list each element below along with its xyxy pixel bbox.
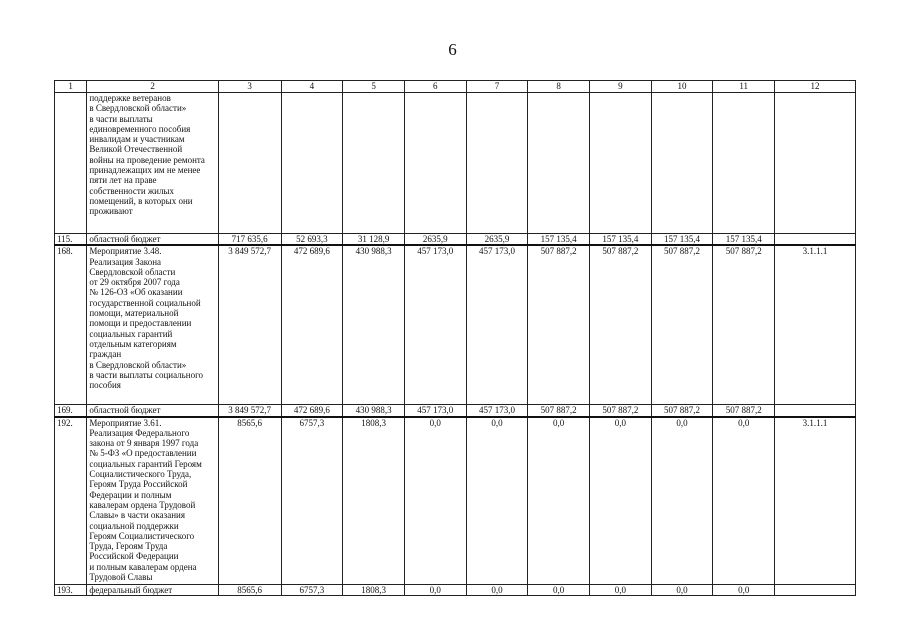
value-cell: 507 887,2 bbox=[528, 245, 590, 405]
header-cell: 10 bbox=[651, 81, 713, 93]
value-cell: 0,0 bbox=[404, 584, 466, 595]
row-number: 169. bbox=[55, 405, 87, 417]
value-cell: 157 135,4 bbox=[651, 234, 713, 246]
value-cell: 1808,3 bbox=[343, 584, 405, 595]
value-cell: 6757,3 bbox=[281, 584, 343, 595]
header-cell: 1 bbox=[55, 81, 87, 93]
header-cell: 4 bbox=[281, 81, 343, 93]
value-cell: 0,0 bbox=[466, 417, 528, 585]
value-cell bbox=[713, 93, 775, 234]
header-cell: 2 bbox=[87, 81, 218, 93]
row-description: Мероприятие 3.48. Реализация Закона Свердловской области от 29 октября 2007 года № 126-ОЗ «Об оказании государственной социальной помощи, материальной помощи и предоставлении социальных гарантий отдельным категориям граждан в Свердловской области» в части выплаты социального пособия bbox=[87, 245, 218, 405]
value-cell: 3 849 572,7 bbox=[218, 405, 281, 417]
value-cell: 3.1.1.1 bbox=[775, 417, 856, 585]
value-cell bbox=[775, 405, 856, 417]
value-cell: 0,0 bbox=[589, 417, 651, 585]
value-cell bbox=[775, 93, 856, 234]
row-description: Мероприятие 3.61. Реализация Федерального закона от 9 января 1997 года № 5-ФЗ «О предоставлении социальных гарантий Героям Социалистического Труда, Героям Труда Российской Федерации и полным кавалерам ордена Трудовой Славы» в части оказания социальной поддержки Героям Социалистического Труда, Героям Труда Российской Федерации и полным кавалерам ордена Трудовой Славы bbox=[87, 417, 218, 585]
value-cell: 3.1.1.1 bbox=[775, 245, 856, 405]
table-row bbox=[55, 417, 856, 585]
row-number: 168. bbox=[55, 245, 87, 405]
value-cell: 0,0 bbox=[589, 584, 651, 595]
value-cell: 2635,9 bbox=[466, 234, 528, 246]
value-cell: 717 635,6 bbox=[218, 234, 281, 246]
value-cell: 157 135,4 bbox=[713, 234, 775, 246]
value-cell: 507 887,2 bbox=[589, 405, 651, 417]
value-cell: 507 887,2 bbox=[651, 245, 713, 405]
value-cell: 0,0 bbox=[713, 584, 775, 595]
value-cell: 457 173,0 bbox=[404, 245, 466, 405]
header-cell: 7 bbox=[466, 81, 528, 93]
value-cell: 8565,6 bbox=[218, 584, 281, 595]
header-cell: 3 bbox=[218, 81, 281, 93]
value-cell: 457 173,0 bbox=[466, 245, 528, 405]
value-cell: 430 988,3 bbox=[343, 245, 405, 405]
value-cell: 0,0 bbox=[528, 584, 590, 595]
row-description: областной бюджет bbox=[87, 234, 218, 246]
value-cell: 0,0 bbox=[713, 417, 775, 585]
value-cell: 0,0 bbox=[651, 417, 713, 585]
value-cell: 52 693,3 bbox=[281, 234, 343, 246]
row-description: областной бюджет bbox=[87, 405, 218, 417]
value-cell bbox=[589, 93, 651, 234]
value-cell: 157 135,4 bbox=[528, 234, 590, 246]
value-cell: 1808,3 bbox=[343, 417, 405, 585]
value-cell: 457 173,0 bbox=[466, 405, 528, 417]
table-row bbox=[55, 93, 856, 234]
program-table bbox=[54, 80, 856, 596]
value-cell bbox=[775, 234, 856, 246]
table-row bbox=[55, 584, 856, 595]
table-row bbox=[55, 234, 856, 246]
value-cell bbox=[775, 584, 856, 595]
value-cell: 457 173,0 bbox=[404, 405, 466, 417]
value-cell: 0,0 bbox=[651, 584, 713, 595]
header-cell: 6 bbox=[404, 81, 466, 93]
value-cell: 507 887,2 bbox=[713, 245, 775, 405]
value-cell bbox=[466, 93, 528, 234]
value-cell: 430 988,3 bbox=[343, 405, 405, 417]
header-cell: 11 bbox=[713, 81, 775, 93]
value-cell: 0,0 bbox=[466, 584, 528, 595]
value-cell: 2635,9 bbox=[404, 234, 466, 246]
value-cell bbox=[528, 93, 590, 234]
header-cell: 8 bbox=[528, 81, 590, 93]
value-cell: 8565,6 bbox=[218, 417, 281, 585]
row-number: 192. bbox=[55, 417, 87, 585]
value-cell bbox=[651, 93, 713, 234]
value-cell: 507 887,2 bbox=[651, 405, 713, 417]
value-cell: 0,0 bbox=[528, 417, 590, 585]
header-cell: 12 bbox=[775, 81, 856, 93]
header-cell: 5 bbox=[343, 81, 405, 93]
value-cell: 31 128,9 bbox=[343, 234, 405, 246]
value-cell: 472 689,6 bbox=[281, 245, 343, 405]
table-row bbox=[55, 405, 856, 417]
row-description: федеральный бюджет bbox=[87, 584, 218, 595]
row-description: поддержке ветеранов в Свердловской области» в части выплаты единовременного пособия инвалидам и участникам Великой Отечественной войны на проведение ремонта принадлежащих им не менее пяти лет на праве собственности жилых помещений, в которых они проживают bbox=[87, 93, 218, 234]
value-cell: 3 849 572,7 bbox=[218, 245, 281, 405]
value-cell: 472 689,6 bbox=[281, 405, 343, 417]
value-cell: 507 887,2 bbox=[528, 405, 590, 417]
value-cell: 6757,3 bbox=[281, 417, 343, 585]
value-cell bbox=[281, 93, 343, 234]
value-cell bbox=[343, 93, 405, 234]
value-cell: 0,0 bbox=[404, 417, 466, 585]
page-number: 6 bbox=[448, 40, 457, 59]
value-cell bbox=[404, 93, 466, 234]
table-row bbox=[55, 245, 856, 405]
row-number: 193. bbox=[55, 584, 87, 595]
header-row bbox=[55, 81, 856, 93]
value-cell bbox=[218, 93, 281, 234]
header-cell: 9 bbox=[589, 81, 651, 93]
value-cell: 507 887,2 bbox=[713, 405, 775, 417]
value-cell: 507 887,2 bbox=[589, 245, 651, 405]
row-number bbox=[55, 93, 87, 234]
value-cell: 157 135,4 bbox=[589, 234, 651, 246]
row-number: 115. bbox=[55, 234, 87, 246]
